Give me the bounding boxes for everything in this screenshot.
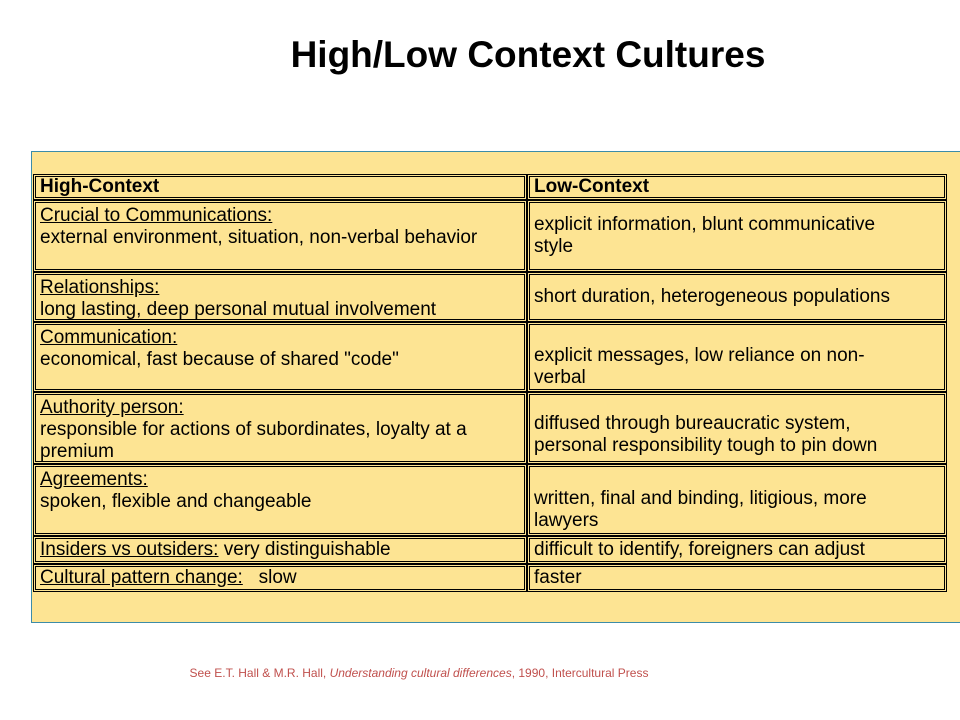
row-label: Insiders vs outsiders: bbox=[40, 539, 219, 560]
row-high-text-2: premium bbox=[40, 441, 114, 462]
row-agreements-high bbox=[33, 464, 527, 536]
row-label: Cultural pattern change: bbox=[40, 567, 243, 588]
row-low-text-1: explicit messages, low reliance on non- bbox=[534, 345, 865, 366]
row-crucial-low bbox=[527, 200, 947, 272]
row-low-text: faster bbox=[534, 567, 582, 588]
row-high-text: external environment, situation, non-verbal behavior bbox=[40, 227, 478, 248]
citation-prefix: See E.T. Hall & M.R. Hall, bbox=[189, 666, 330, 680]
row-agreements-low bbox=[527, 464, 947, 536]
row-high-text: very distinguishable bbox=[223, 539, 391, 560]
header-high-label: High-Context bbox=[40, 176, 160, 197]
row-authority-low bbox=[527, 392, 947, 464]
header-low-context bbox=[527, 174, 947, 200]
row-high-text-1: responsible for actions of subordinates, loyalty at a bbox=[40, 419, 467, 440]
row-high-text: economical, fast because of shared "code" bbox=[40, 349, 399, 370]
header-low-label: Low-Context bbox=[534, 176, 650, 197]
row-low-text-1: written, final and binding, litigious, more bbox=[534, 488, 867, 509]
row-low-text-2: personal responsibility tough to pin down bbox=[534, 435, 878, 456]
header-high-context bbox=[33, 174, 527, 200]
row-high-text: long lasting, deep personal mutual involvement bbox=[40, 299, 437, 320]
row-low-text: difficult to identify, foreigners can adjust bbox=[534, 539, 865, 560]
row-label: Communication: bbox=[40, 327, 178, 348]
row-label: Agreements: bbox=[40, 469, 148, 490]
citation bbox=[0, 666, 838, 680]
row-low-text-1: explicit information, blunt communicative bbox=[534, 214, 876, 235]
row-low-text-1: diffused through bureaucratic system, bbox=[534, 413, 851, 434]
citation-suffix: , 1990, Intercultural Press bbox=[511, 666, 649, 680]
row-label: Crucial to Communications: bbox=[40, 205, 273, 226]
row-high-text: spoken, flexible and changeable bbox=[40, 491, 312, 512]
row-relationships-high bbox=[33, 272, 527, 322]
citation-book: Understanding cultural differences bbox=[329, 666, 512, 680]
row-authority-high bbox=[33, 392, 527, 464]
row-crucial-high bbox=[33, 200, 527, 272]
row-low-text-2: lawyers bbox=[534, 510, 599, 531]
row-communication-low bbox=[527, 322, 947, 392]
row-pattern-low bbox=[527, 564, 947, 592]
row-insiders-high bbox=[33, 536, 527, 564]
row-relationships-low bbox=[527, 272, 947, 322]
row-label: Relationships: bbox=[40, 277, 160, 298]
row-low-text-1: short duration, heterogeneous populations bbox=[534, 286, 890, 307]
row-high-text: slow bbox=[258, 567, 297, 588]
row-low-text-2: style bbox=[534, 236, 574, 257]
row-insiders-low bbox=[527, 536, 947, 564]
slide-title: High/Low Context Cultures bbox=[290, 34, 766, 75]
row-low-text-2: verbal bbox=[534, 367, 586, 388]
row-communication-high bbox=[33, 322, 527, 392]
row-label: Authority person: bbox=[40, 397, 184, 418]
row-pattern-high bbox=[33, 564, 527, 592]
